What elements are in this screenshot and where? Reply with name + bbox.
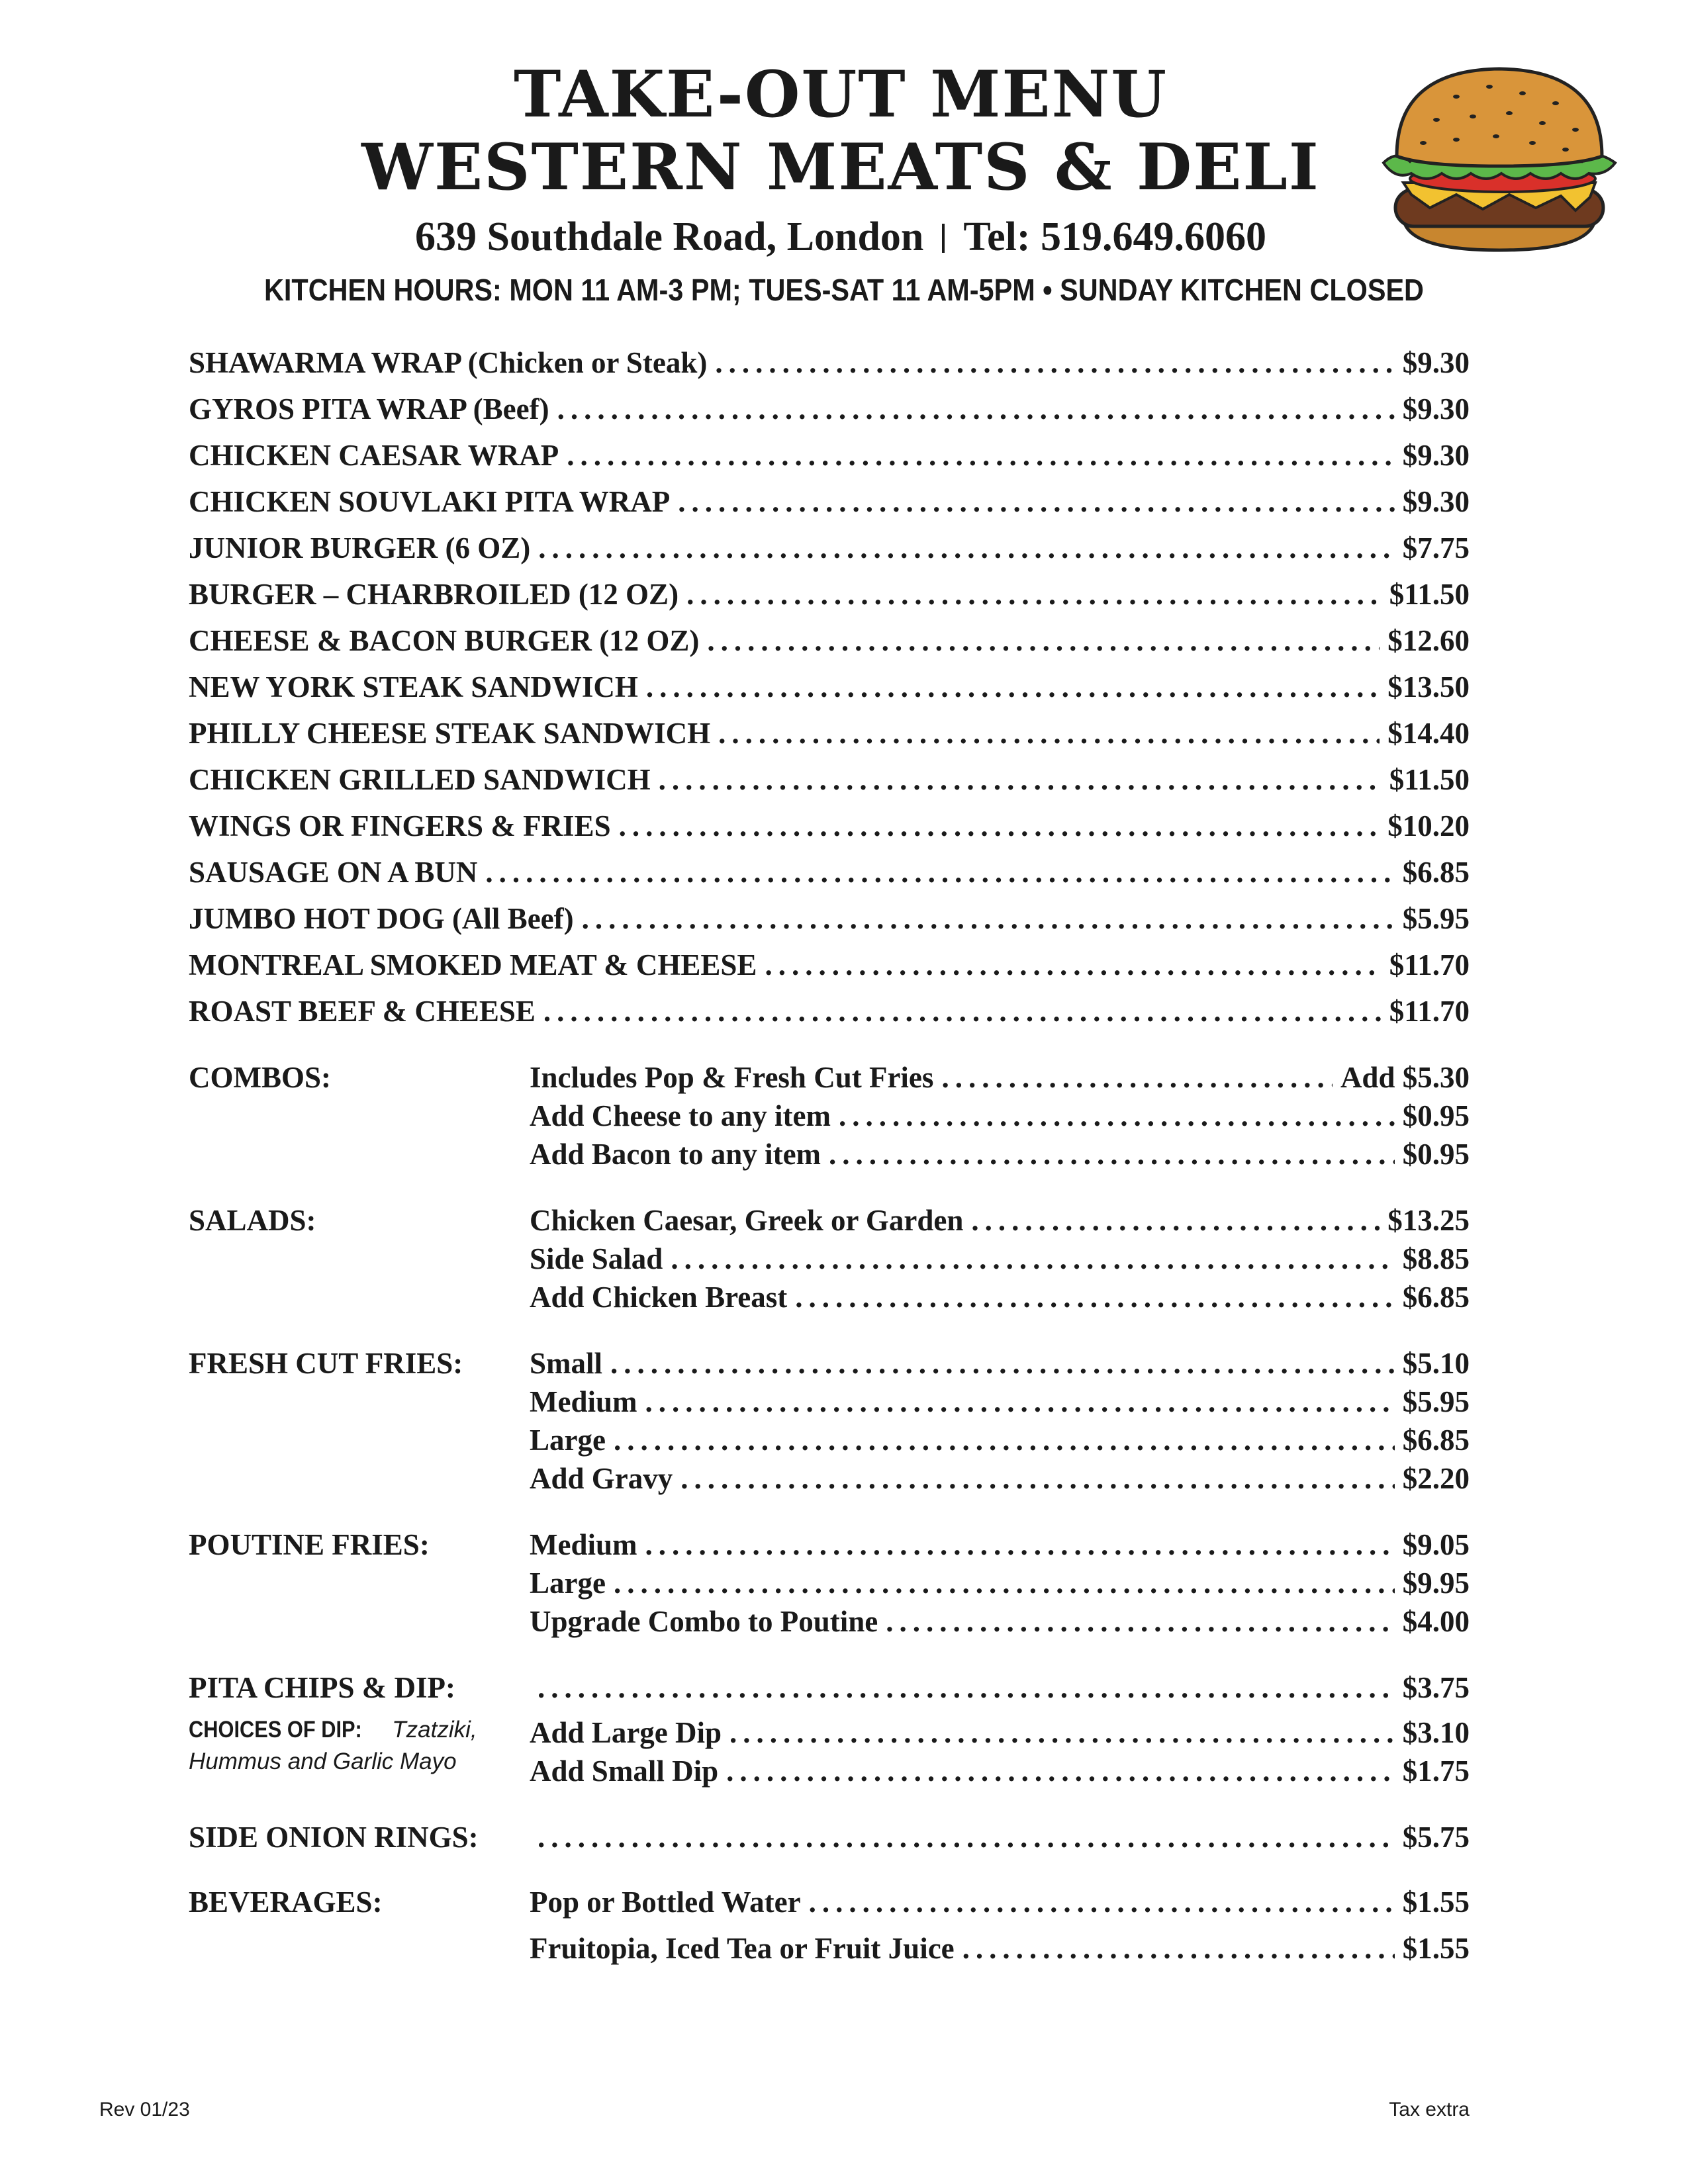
dot-leader — [614, 1565, 1395, 1602]
combo-line — [530, 1059, 1470, 1096]
item-price: $14.40 — [1387, 717, 1470, 750]
line-label: Includes Pop & Fresh Cut Fries — [530, 1061, 934, 1094]
dip-choices-text: Tzatziki, Hummus and Garlic Mayo — [189, 1717, 477, 1774]
dot-leader — [671, 1240, 1394, 1277]
line-price: $6.85 — [1402, 1281, 1470, 1314]
dot-leader — [485, 854, 1394, 891]
menu-item — [189, 807, 1470, 844]
dot-leader — [765, 946, 1381, 983]
fries-line — [530, 1345, 1470, 1382]
line-label: Large — [530, 1424, 606, 1457]
line-label: Side Salad — [530, 1242, 663, 1275]
item-price: $5.95 — [1402, 902, 1470, 935]
menu-item — [189, 854, 1470, 891]
section-title-combos: COMBOS: — [189, 1061, 332, 1094]
line-price: $9.05 — [1402, 1528, 1470, 1561]
item-name: ROAST BEEF & CHEESE — [189, 995, 536, 1028]
combo-line — [530, 1136, 1470, 1173]
dot-leader — [645, 1526, 1395, 1563]
item-price: $9.30 — [1402, 485, 1470, 518]
dot-leader — [829, 1136, 1395, 1173]
dot-leader — [619, 807, 1380, 844]
dot-leader — [839, 1097, 1395, 1134]
fries-line — [530, 1422, 1470, 1459]
dot-leader — [680, 1460, 1394, 1497]
line-price: $3.75 — [1402, 1671, 1470, 1704]
line-label: Fruitopia, Iced Tea or Fruit Juice — [530, 1932, 955, 1965]
dot-leader — [538, 1819, 1395, 1856]
line-label: Add Cheese to any item — [530, 1099, 831, 1132]
pita-line — [530, 1714, 1470, 1751]
item-price: $12.60 — [1387, 624, 1470, 657]
menu-item — [189, 529, 1470, 567]
line-price: $5.10 — [1402, 1347, 1470, 1380]
dot-leader — [538, 529, 1394, 567]
kitchen-hours: KITCHEN HOURS: MON 11 AM-3 PM; TUES-SAT 11 AM-5PM • SUNDAY KITCHEN CLOSED — [264, 273, 1424, 307]
address: 639 Southdale Road, London — [415, 214, 924, 259]
line-label: Add Chicken Breast — [530, 1281, 788, 1314]
item-name: JUNIOR BURGER (6 OZ) — [189, 531, 531, 565]
item-name: SAUSAGE ON A BUN — [189, 856, 478, 889]
dot-leader — [686, 576, 1382, 613]
dot-leader — [715, 344, 1394, 381]
line-price: $3.10 — [1402, 1716, 1470, 1749]
section-title-beverages: BEVERAGES: — [189, 1886, 383, 1919]
dot-leader — [941, 1059, 1333, 1096]
dot-leader — [809, 1884, 1395, 1921]
item-name: BURGER – CHARBROILED (12 OZ) — [189, 578, 679, 611]
menu-item — [189, 900, 1470, 937]
pita-line — [530, 1752, 1470, 1790]
line-price: Add $5.30 — [1340, 1061, 1470, 1094]
line-label: Small — [530, 1347, 603, 1380]
line-price: $9.95 — [1402, 1567, 1470, 1600]
line-price: $6.85 — [1402, 1424, 1470, 1457]
line-label: Add Large Dip — [530, 1716, 722, 1749]
line-price: $5.75 — [1402, 1821, 1470, 1854]
dip-choices-heading: CHOICES OF DIP: — [189, 1717, 362, 1743]
item-price: $6.85 — [1402, 856, 1470, 889]
dot-leader — [567, 437, 1395, 474]
item-name: CHICKEN SOUVLAKI PITA WRAP — [189, 485, 671, 518]
item-name: JUMBO HOT DOG (All Beef) — [189, 902, 574, 935]
item-name: GYROS PITA WRAP (Beef) — [189, 392, 549, 426]
dot-leader — [886, 1603, 1395, 1640]
line-label: Add Small Dip — [530, 1754, 719, 1788]
dot-leader — [678, 483, 1395, 520]
dot-leader — [707, 622, 1380, 659]
dot-leader — [962, 1930, 1395, 1967]
revision-note: Rev 01/23 — [99, 2099, 190, 2120]
fries-line — [530, 1460, 1470, 1497]
dot-leader — [582, 900, 1395, 937]
line-label: Upgrade Combo to Poutine — [530, 1605, 878, 1638]
line-price: $4.00 — [1402, 1605, 1470, 1638]
line-price: $1.55 — [1402, 1932, 1470, 1965]
section-title-salads: SALADS: — [189, 1204, 316, 1237]
dot-leader — [971, 1202, 1380, 1239]
line-price: $1.55 — [1402, 1886, 1470, 1919]
tax-note: Tax extra — [1389, 2099, 1470, 2120]
item-price: $11.70 — [1389, 948, 1470, 981]
poutine-line — [530, 1603, 1470, 1640]
item-name: NEW YORK STEAK SANDWICH — [189, 670, 638, 704]
dot-leader — [538, 1669, 1395, 1706]
menu-item — [189, 715, 1470, 752]
combo-line — [530, 1097, 1470, 1134]
menu-item — [189, 993, 1470, 1030]
item-price: $11.50 — [1389, 763, 1470, 796]
menu-title: TAKE-OUT MENU — [513, 57, 1168, 132]
dot-leader — [646, 668, 1380, 705]
line-price: $0.95 — [1402, 1138, 1470, 1171]
line-label: Medium — [530, 1385, 637, 1418]
item-price: $10.20 — [1387, 809, 1470, 842]
menu-item — [189, 576, 1470, 613]
line-label: Medium — [530, 1528, 637, 1561]
line-label: Add Bacon to any item — [530, 1138, 821, 1171]
item-name: CHICKEN GRILLED SANDWICH — [189, 763, 651, 796]
item-price: $11.70 — [1389, 995, 1470, 1028]
item-price: $9.30 — [1402, 439, 1470, 472]
item-name: WINGS OR FINGERS & FRIES — [189, 809, 611, 842]
dot-leader — [795, 1279, 1395, 1316]
dot-leader — [614, 1422, 1395, 1459]
line-price: $1.75 — [1402, 1754, 1470, 1788]
menu-item — [189, 668, 1470, 705]
dot-leader — [729, 1714, 1395, 1751]
salad-line — [530, 1240, 1470, 1277]
menu-item — [189, 437, 1470, 474]
dot-leader — [659, 761, 1382, 798]
section-title-poutine: POUTINE FRIES: — [189, 1528, 430, 1561]
item-name: CHEESE & BACON BURGER (12 OZ) — [189, 624, 700, 657]
divider — [942, 224, 945, 253]
pita-line — [530, 1669, 1470, 1706]
beverage-line — [530, 1884, 1470, 1921]
menu-item — [189, 622, 1470, 659]
item-name: MONTREAL SMOKED MEAT & CHEESE — [189, 948, 757, 981]
section-title-pita: PITA CHIPS & DIP: — [189, 1671, 455, 1704]
item-price: $9.30 — [1402, 392, 1470, 426]
dot-leader — [645, 1383, 1395, 1420]
menu-item — [189, 483, 1470, 520]
line-price: $8.85 — [1402, 1242, 1470, 1275]
line-label: Large — [530, 1567, 606, 1600]
phone: Tel: 519.649.6060 — [963, 214, 1266, 259]
item-name: SHAWARMA WRAP (Chicken or Steak) — [189, 346, 708, 379]
line-label: Pop or Bottled Water — [530, 1886, 801, 1919]
dot-leader — [726, 1752, 1395, 1790]
menu-item — [189, 390, 1470, 428]
section-title-onion-rings: SIDE ONION RINGS: — [189, 1821, 479, 1854]
salad-line — [530, 1279, 1470, 1316]
poutine-line — [530, 1526, 1470, 1563]
item-price: $13.50 — [1387, 670, 1470, 704]
line-price: $5.95 — [1402, 1385, 1470, 1418]
onion-line — [530, 1819, 1470, 1856]
menu-item — [189, 344, 1470, 381]
section-title-fries: FRESH CUT FRIES: — [189, 1347, 463, 1380]
menu-item — [189, 946, 1470, 983]
fries-line — [530, 1383, 1470, 1420]
item-price: $7.75 — [1402, 531, 1470, 565]
item-name: PHILLY CHEESE STEAK SANDWICH — [189, 717, 711, 750]
beverage-line — [530, 1930, 1470, 1967]
dot-leader — [610, 1345, 1395, 1382]
line-label: Add Gravy — [530, 1462, 673, 1495]
item-price: $9.30 — [1402, 346, 1470, 379]
dot-leader — [543, 993, 1382, 1030]
poutine-line — [530, 1565, 1470, 1602]
hamburger-icon — [1377, 57, 1622, 255]
line-price: $13.25 — [1387, 1204, 1470, 1237]
item-name: CHICKEN CAESAR WRAP — [189, 439, 559, 472]
restaurant-name: WESTERN MEATS & DELI — [361, 130, 1320, 205]
dot-leader — [718, 715, 1380, 752]
dot-leader — [557, 390, 1395, 428]
item-price: $11.50 — [1389, 578, 1470, 611]
salad-line — [530, 1202, 1470, 1239]
line-price: $0.95 — [1402, 1099, 1470, 1132]
contact-line — [278, 210, 1403, 263]
line-label: Chicken Caesar, Greek or Garden — [530, 1204, 964, 1237]
menu-item — [189, 761, 1470, 798]
dip-choices-note — [189, 1714, 493, 1778]
line-price: $2.20 — [1402, 1462, 1470, 1495]
